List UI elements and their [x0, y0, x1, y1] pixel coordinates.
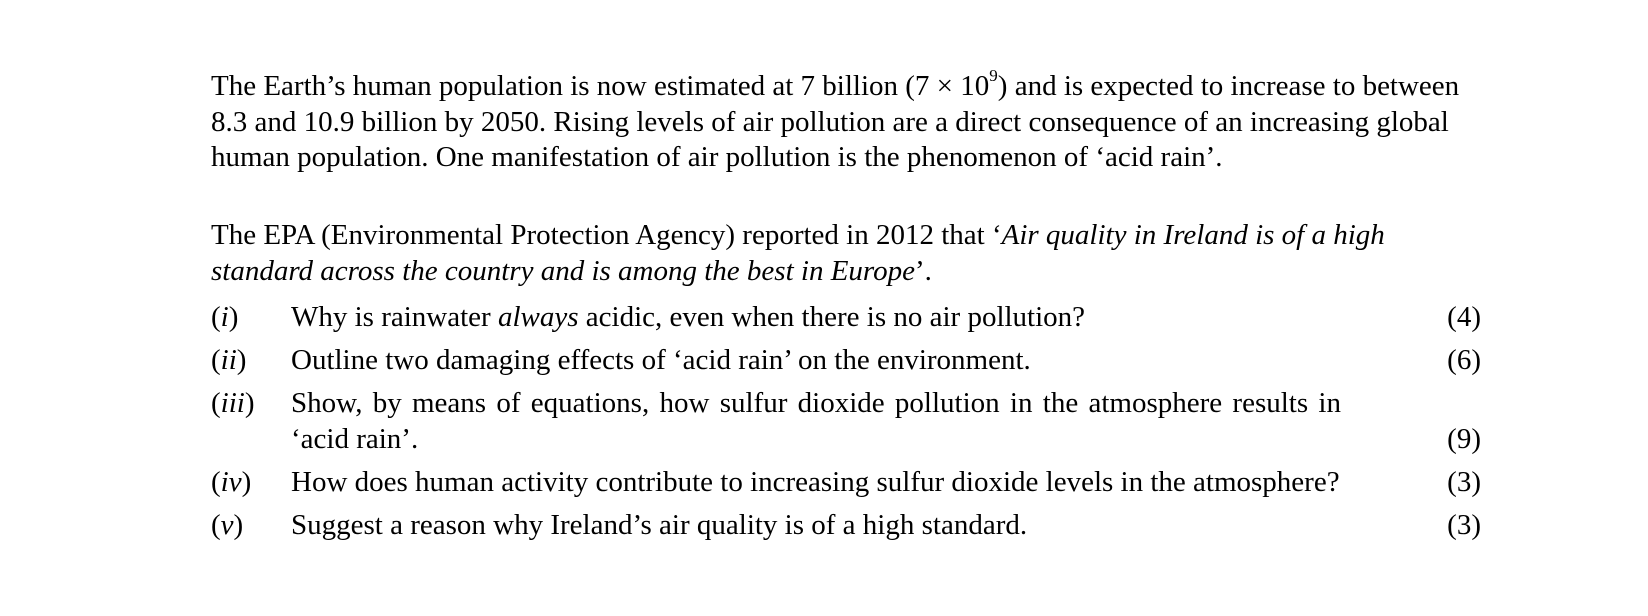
question-number: (v): [211, 509, 244, 541]
epa-text-start: The EPA (Environmental Protection Agency) reported in 2012 that ‘: [211, 219, 1002, 251]
intro-paragraph-epa: [211, 218, 1481, 289]
epa-quote: Air quality in Ireland is of a high standard across the country and is among the best in Europe: [211, 219, 1385, 287]
epa-text-end: ’.: [915, 254, 932, 287]
intro-paragraph-population: [211, 66, 1481, 176]
question-text: Outline two damaging effects of ‘acid rain’ on the environment.: [291, 344, 1031, 376]
question-marks: (6): [1447, 344, 1481, 376]
question-text: How does human activity contribute to increasing sulfur dioxide levels in the atmosphere?: [291, 466, 1340, 498]
intro-text-end: ) and is expected to increase to between 8.3 and 10.9 billion by 2050. Rising levels of air pollution are a direct consequence of an increasing global human population. One manifestation of air pollution is the phenomenon of ‘acid rain’.: [211, 70, 1460, 173]
emphasis-always: always: [497, 301, 579, 333]
question-marks: (3): [1447, 509, 1481, 541]
question-number: (ii): [211, 344, 247, 376]
question-number: (iii): [211, 387, 255, 419]
question-text: Suggest a reason why Ireland’s air quality is of a high standard.: [291, 509, 1028, 541]
question-text: Why is rainwater always acidic, even when there is no air pollution?: [291, 301, 1086, 333]
question-number: (iv): [211, 466, 252, 498]
exponent: 9: [989, 66, 998, 86]
question-marks: (4): [1447, 301, 1481, 333]
question-marks: (9): [1447, 422, 1481, 455]
intro-text-start: The Earth’s human population is now estimated at 7 billion (7 × 10: [211, 70, 990, 102]
question-text: Show, by means of equations, how sulfur dioxide pollution in the atmosphere results in ‘acid rain’.: [291, 387, 1341, 455]
question-marks: (3): [1447, 466, 1481, 498]
question-number: (i): [211, 301, 239, 333]
